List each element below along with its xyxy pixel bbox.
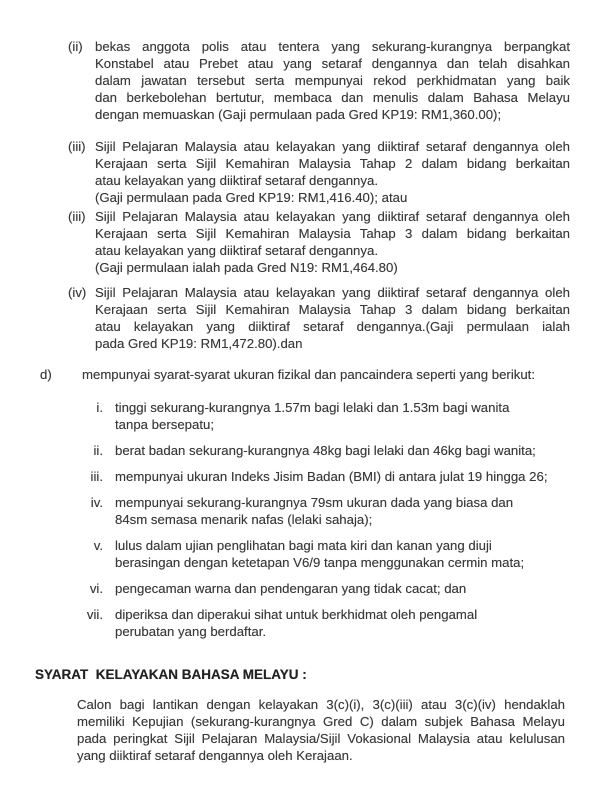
item-text (115, 494, 513, 528)
text-line: atau kelayakan yang diiktiraf setaraf dengannya.(Gaji permulaan ialah (95, 319, 570, 334)
list-item (68, 284, 600, 352)
item-marker: vi. (89, 581, 103, 596)
physical-requirements-list (0, 399, 600, 640)
text-line: (Gaji permulaan pada Gred KP19: RM1,416.40); atau (95, 190, 408, 205)
text-line: atau kelayakan yang diiktiraf setaraf dengannya. (95, 173, 378, 188)
item-text: mempunyai syarat-syarat ukuran fizikal dan pancaindera seperti yang berikut: (82, 367, 536, 382)
text-line: dengan memuaskan (Gaji permulaan pada Gred KP19: RM1,360.00); (95, 107, 502, 122)
item-marker: (iv) (68, 285, 87, 300)
item-text (95, 38, 570, 123)
list-item (70, 442, 600, 459)
text-line: memiliki Kepujian (sekurang-kurangnya Gred C) dalam subjek Bahasa Melayu (77, 714, 565, 729)
list-item (70, 399, 600, 433)
text-line: Sijil Pelajaran Malaysia atau kelayakan yang diiktiraf setaraf dengannya oleh (95, 139, 570, 154)
text-line: 84sm semasa menarik nafas (lelaki sahaja); (115, 512, 373, 527)
item-text (115, 606, 477, 640)
item-marker: vii. (86, 607, 103, 622)
item-marker: v. (93, 538, 103, 553)
text-line: Kerajaan serta Sijil Kemahiran Malaysia Tahap 3 dalam bidang berkaitan (95, 226, 570, 241)
text-line: tanpa bersepatu; (115, 417, 214, 432)
text-line: bekas anggota polis atau tentera yang sekurang-kurangnya berpangkat (95, 39, 570, 54)
text-line: berasingan dengan ketetapan V6/9 tanpa menggunakan cermin mata; (115, 555, 525, 570)
list-item (70, 468, 600, 485)
item-text (95, 138, 570, 206)
item-marker: d) (40, 367, 52, 382)
text-line: Sijil Pelajaran Malaysia atau kelayakan yang diiktiraf setaraf dengannya oleh (95, 285, 570, 300)
text-line: tinggi sekurang-kurangnya 1.57m bagi lelaki dan 1.53m bagi wanita (115, 400, 510, 415)
item-text (115, 399, 509, 433)
list-item (70, 537, 600, 571)
text-line: diperiksa dan diperakui sihat untuk berkhidmat oleh pengamal (115, 607, 478, 622)
item-text (115, 537, 524, 571)
text-line: pada Gred KP19: RM1,472.80).dan (95, 336, 303, 351)
qualification-list (0, 38, 600, 352)
item-text (115, 580, 466, 597)
item-text (95, 284, 570, 352)
text-line: pengecaman warna dan pendengaran yang tidak cacat; dan (115, 581, 467, 596)
text-line: berat badan sekurang-kurangnya 48kg bagi lelaki dan 46kg bagi wanita; (115, 443, 536, 458)
text-line: mempunyai ukuran Indeks Jisim Badan (BMI) di antara julat 19 hingga 26; (115, 469, 548, 484)
item-marker: (iii) (68, 209, 86, 224)
text-line: dan berkebolehan bertutur, membaca dan menulis dalam Bahasa Melayu (95, 90, 570, 105)
item-text (95, 208, 570, 276)
text-line: Konstabel atau Prebet atau yang setaraf dengannya dan telah disahkan (95, 56, 570, 71)
text-line: Calon bagi lantikan dengan kelayakan 3(c)(i), 3(c)(iii) atau 3(c)(iv) hendaklah (77, 697, 565, 712)
text-line: perubatan yang berdaftar. (115, 624, 267, 639)
list-item (68, 208, 600, 276)
item-text (115, 442, 536, 459)
text-line: pada peringkat Sijil Pelajaran Malaysia/Sijil Vokasional Malaysia atau kelulusan (77, 731, 565, 746)
text-line: (Gaji permulaan ialah pada Gred N19: RM1,464.80) (95, 260, 398, 275)
text-line: dalam jawatan tersebut serta mempunyai rekod perkhidmatan yang baik (95, 73, 570, 88)
item-text (115, 468, 548, 485)
list-item (70, 580, 600, 597)
list-item (70, 494, 600, 528)
section-heading: SYARAT KELAYAKAN BAHASA MELAYU : (35, 667, 307, 682)
list-item (70, 606, 600, 640)
list-item-d (40, 366, 600, 383)
item-marker: (iii) (68, 139, 86, 154)
language-requirement-paragraph (77, 696, 565, 764)
text-line: yang diiktiraf setaraf dengannya oleh Kerajaan. (77, 748, 353, 763)
text-line: mempunyai sekurang-kurangnya 79sm ukuran dada yang biasa dan (115, 495, 514, 510)
item-marker: iv. (90, 495, 103, 510)
text-line: atau kelayakan yang diiktiraf setaraf dengannya. (95, 243, 378, 258)
item-marker: ii. (93, 443, 103, 458)
text-line: Kerajaan serta Sijil Kemahiran Malaysia Tahap 3 dalam bidang berkaitan (95, 302, 570, 317)
item-marker: i. (96, 400, 103, 415)
list-item (68, 38, 600, 123)
list-item (68, 138, 600, 206)
item-marker: (ii) (68, 39, 83, 54)
text-line: Kerajaan serta Sijil Kemahiran Malaysia Tahap 2 dalam bidang berkaitan (95, 156, 570, 171)
text-line: lulus dalam ujian penglihatan bagi mata kiri dan kanan yang diuji (115, 538, 492, 553)
item-marker: iii. (90, 469, 103, 484)
text-line: Sijil Pelajaran Malaysia atau kelayakan yang diiktiraf setaraf dengannya oleh (95, 209, 570, 224)
